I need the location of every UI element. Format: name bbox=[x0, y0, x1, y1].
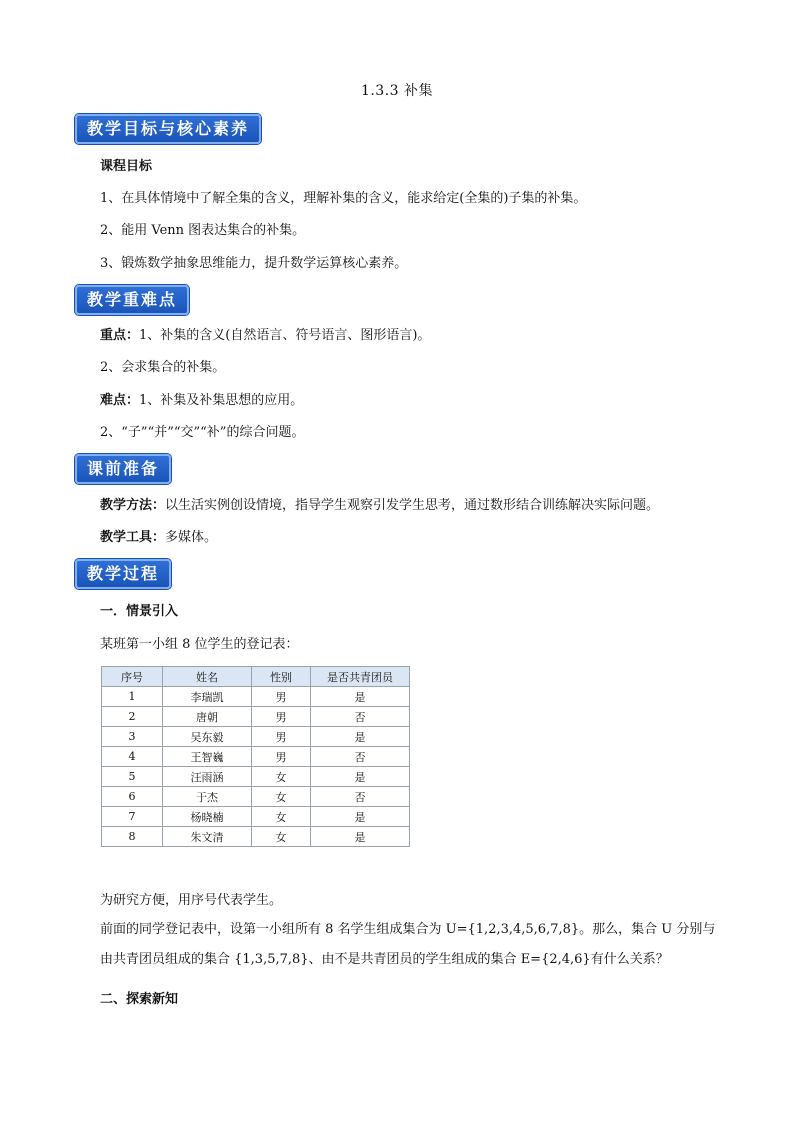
table-cell: 6 bbox=[102, 787, 163, 807]
table-cell: 汪雨涵 bbox=[163, 767, 252, 787]
table-cell: 唐朝 bbox=[163, 707, 252, 727]
table-cell: 女 bbox=[252, 767, 311, 787]
goal-item-1: 1、在具体情境中了解全集的含义，理解补集的含义，能求给定(全集的)子集的补集。 bbox=[100, 191, 587, 206]
goals-subhead: 课程目标 bbox=[100, 159, 153, 174]
step1-heading: 一．情景引入 bbox=[100, 604, 179, 619]
table-row bbox=[102, 787, 410, 807]
table-cell: 是 bbox=[311, 687, 410, 707]
table-row bbox=[102, 727, 410, 747]
table-cell: 4 bbox=[102, 747, 163, 767]
focus-line-1 bbox=[100, 324, 430, 343]
table-cell: 1 bbox=[102, 687, 163, 707]
table-cell: 2 bbox=[102, 707, 163, 727]
table-row bbox=[102, 807, 410, 827]
table-cell: 7 bbox=[102, 807, 163, 827]
header-cell: 是否共青团员 bbox=[311, 667, 410, 687]
tools-label: 教学工具： bbox=[100, 530, 166, 545]
table-cell: 是 bbox=[311, 807, 410, 827]
goal-item-3: 3、锻炼数学抽象思维能力，提升数学运算核心素养。 bbox=[100, 256, 408, 271]
table-cell: 王智巍 bbox=[163, 747, 252, 767]
difficulty-label: 难点： bbox=[100, 393, 140, 408]
table-cell: 3 bbox=[102, 727, 163, 747]
step2-heading: 二、探索新知 bbox=[100, 992, 179, 1007]
table-cell: 否 bbox=[311, 707, 410, 727]
table-row bbox=[102, 687, 410, 707]
section-banner-prep: 课前准备 bbox=[75, 454, 171, 484]
section-banner-goals: 教学目标与核心素养 bbox=[75, 114, 261, 144]
table-row bbox=[102, 707, 410, 727]
header-cell: 序号 bbox=[102, 667, 163, 687]
table-row bbox=[102, 827, 410, 847]
table-caption: 某班第一小组 8 位学生的登记表： bbox=[100, 637, 299, 652]
table-cell: 男 bbox=[252, 747, 311, 767]
table-cell: 男 bbox=[252, 687, 311, 707]
table-cell: 否 bbox=[311, 787, 410, 807]
table-cell: 于杰 bbox=[163, 787, 252, 807]
paragraph-2: 前面的同学登记表中，设第一小组所有 8 名学生组成集合为 U={1,2,3,4,5,6,7,8}。那么，集合 U 分别与由共青团员组成的集合 {1,3,5,7,8}、由不是共青团员的学生组成的集合 E={2,4,6}有什么关系？ bbox=[100, 922, 716, 967]
focus-label: 重点： bbox=[100, 328, 140, 343]
method-text: 以生活实例创设情境，指导学生观察引发学生思考，通过数形结合训练解决实际问题。 bbox=[165, 498, 660, 513]
table-cell: 5 bbox=[102, 767, 163, 787]
method-line bbox=[100, 494, 659, 513]
difficulty-line-1 bbox=[100, 389, 303, 408]
header-cell: 姓名 bbox=[163, 667, 252, 687]
tools-text: 多媒体。 bbox=[165, 530, 218, 545]
paragraph-1: 为研究方便，用序号代表学生。 bbox=[100, 893, 283, 908]
page-title: 1.3.3 补集 bbox=[360, 83, 434, 99]
focus-item-2: 2、会求集合的补集。 bbox=[100, 360, 226, 375]
table-cell: 是 bbox=[311, 827, 410, 847]
table-row bbox=[102, 767, 410, 787]
table-cell: 女 bbox=[252, 827, 311, 847]
table-cell: 8 bbox=[102, 827, 163, 847]
difficulty-item-1: 1、补集及补集思想的应用。 bbox=[139, 393, 304, 408]
table-cell: 男 bbox=[252, 707, 311, 727]
table-cell: 李瑞凯 bbox=[163, 687, 252, 707]
goal-item-2: 2、能用 Venn 图表达集合的补集。 bbox=[100, 223, 306, 238]
method-label: 教学方法： bbox=[100, 498, 166, 513]
tools-line bbox=[100, 526, 217, 545]
table-cell: 杨晓楠 bbox=[163, 807, 252, 827]
table-header-row bbox=[102, 667, 410, 687]
table-cell: 女 bbox=[252, 787, 311, 807]
table-cell: 吴东毅 bbox=[163, 727, 252, 747]
section-banner-key-points: 教学重难点 bbox=[75, 285, 189, 315]
header-cell: 性别 bbox=[252, 667, 311, 687]
table-cell: 是 bbox=[311, 727, 410, 747]
table-row bbox=[102, 747, 410, 767]
table-cell: 女 bbox=[252, 807, 311, 827]
registration-table bbox=[101, 666, 410, 847]
table-cell: 男 bbox=[252, 727, 311, 747]
table-cell: 朱文清 bbox=[163, 827, 252, 847]
section-banner-process: 教学过程 bbox=[75, 559, 171, 589]
table-cell: 是 bbox=[311, 767, 410, 787]
table-cell: 否 bbox=[311, 747, 410, 767]
difficulty-item-2: 2、“子”“并”“交”“补”的综合问题。 bbox=[100, 425, 305, 440]
focus-item-1: 1、补集的含义(自然语言、符号语言、图形语言)。 bbox=[139, 328, 431, 343]
